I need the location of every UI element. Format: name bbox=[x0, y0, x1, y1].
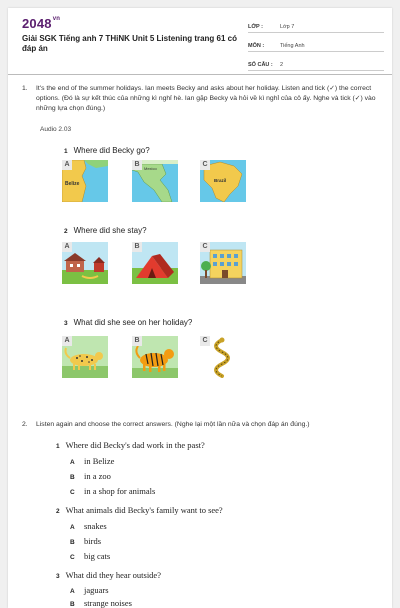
site-logo[interactable]: $2048^{vn}$ bbox=[22, 16, 61, 31]
question-2-heading bbox=[64, 226, 147, 235]
question-number: 2 bbox=[56, 508, 60, 515]
ex2-q1-option-b[interactable] bbox=[70, 471, 111, 481]
option-letter: B bbox=[132, 242, 142, 252]
option-letter: A bbox=[70, 588, 75, 595]
option-b-tent-picture[interactable] bbox=[132, 242, 178, 284]
option-text: in a zoo bbox=[84, 471, 111, 481]
ex2-q2-option-a[interactable] bbox=[70, 521, 107, 531]
option-letter: C bbox=[70, 489, 75, 496]
option-text: birds bbox=[84, 536, 101, 546]
question-number: 2 bbox=[64, 228, 68, 235]
option-c-snake-picture[interactable] bbox=[200, 336, 246, 378]
ex2-question-1 bbox=[56, 440, 205, 450]
ex2-question-2 bbox=[56, 505, 223, 515]
map-label: Brazil bbox=[214, 178, 227, 183]
option-letter: A bbox=[62, 242, 72, 252]
ex2-q1-option-c[interactable] bbox=[70, 486, 155, 496]
option-letter: B bbox=[70, 474, 75, 481]
ex2-q3-option-a[interactable] bbox=[70, 585, 109, 595]
exercise-number: 1. bbox=[22, 85, 28, 92]
ex2-question-3 bbox=[56, 570, 161, 580]
option-text: snakes bbox=[84, 521, 107, 531]
question-number: 3 bbox=[64, 320, 68, 327]
question-text: Where did Becky's dad work in the past? bbox=[65, 440, 205, 450]
meta-label: MÔN : bbox=[248, 43, 265, 49]
option-text: big cats bbox=[84, 551, 111, 561]
question-text: What did they hear outside? bbox=[65, 570, 161, 580]
question-3-heading bbox=[64, 318, 192, 327]
meta-row-subject bbox=[248, 35, 384, 52]
option-letter: B bbox=[132, 336, 142, 346]
option-b-tiger-picture[interactable] bbox=[132, 336, 178, 378]
option-letter: C bbox=[200, 336, 210, 346]
option-text: strange noises bbox=[84, 598, 132, 608]
question-1-heading bbox=[64, 146, 150, 155]
option-a-farmhouse-picture[interactable] bbox=[62, 242, 108, 284]
question-text: Where did she stay? bbox=[73, 226, 147, 235]
meta-label: LỚP : bbox=[248, 24, 263, 30]
meta-row-question-count bbox=[248, 54, 384, 71]
question-text: What did she see on her holiday? bbox=[73, 318, 193, 327]
meta-value: Lớp 7 bbox=[280, 24, 295, 30]
option-letter: B bbox=[132, 160, 142, 170]
option-text: jaguars bbox=[84, 585, 109, 595]
question-number: 1 bbox=[56, 443, 60, 450]
header-divider bbox=[8, 74, 392, 75]
question-text: Where did Becky go? bbox=[73, 146, 150, 155]
exercise-instruction: Listen again and choose the correct answers. (Nghe lại một lần nữa và chọn đáp án đúng.) bbox=[36, 421, 310, 428]
option-text: in a shop for animals bbox=[84, 486, 156, 496]
option-letter: A bbox=[70, 524, 75, 531]
option-c-hotel-picture[interactable] bbox=[200, 242, 246, 284]
exercise-number: 2. bbox=[22, 421, 28, 428]
ex2-q2-option-c[interactable] bbox=[70, 551, 110, 561]
exercise-instruction: It's the end of the summer holidays. Ian meets Becky and asks about her holiday. Listen and tick (✓) the correct options. (Đó là sự kết thúc của những kì nghỉ hè. Ian gặp Becky và hỏi về kì nghỉ của cô ấy. Nghe và tick (✓) vào những lựa chọn đúng.) bbox=[36, 85, 376, 112]
document-page bbox=[8, 8, 392, 608]
option-letter: B bbox=[70, 539, 75, 546]
option-text: in Belize bbox=[84, 456, 115, 466]
meta-label: SỐ CÂU : bbox=[248, 62, 273, 68]
exercise-2 bbox=[22, 420, 382, 432]
ex2-q2-option-b[interactable] bbox=[70, 536, 101, 546]
option-a-belize-map[interactable] bbox=[62, 160, 108, 202]
option-a-jaguar-picture[interactable] bbox=[62, 336, 108, 378]
option-letter: A bbox=[70, 459, 75, 466]
option-letter: A bbox=[62, 160, 72, 170]
question-text: What animals did Becky's family want to see? bbox=[65, 505, 223, 515]
option-c-brazil-map[interactable] bbox=[200, 160, 246, 202]
meta-info bbox=[248, 16, 384, 73]
option-letter: B bbox=[70, 601, 75, 608]
option-b-mexico-map[interactable] bbox=[132, 160, 178, 202]
question-number: 3 bbox=[56, 573, 60, 580]
exercise-1 bbox=[22, 84, 382, 124]
map-label: Mexico bbox=[144, 166, 157, 171]
map-label: Belize bbox=[65, 181, 80, 187]
option-letter: C bbox=[70, 554, 75, 561]
meta-value: 2 bbox=[280, 62, 284, 68]
meta-value: Tiếng Anh bbox=[280, 43, 305, 49]
option-letter: C bbox=[200, 242, 210, 252]
meta-row-grade bbox=[248, 16, 384, 33]
ex2-q1-option-a[interactable] bbox=[70, 456, 114, 466]
question-number: 1 bbox=[64, 148, 68, 155]
option-letter: C bbox=[200, 160, 210, 170]
document-title: Giải SGK Tiếng anh 7 THiNK Unit 5 Listening trang 61 có đáp án bbox=[22, 34, 237, 53]
option-letter: A bbox=[62, 336, 72, 346]
audio-label[interactable]: Audio 2.03 bbox=[40, 126, 72, 133]
